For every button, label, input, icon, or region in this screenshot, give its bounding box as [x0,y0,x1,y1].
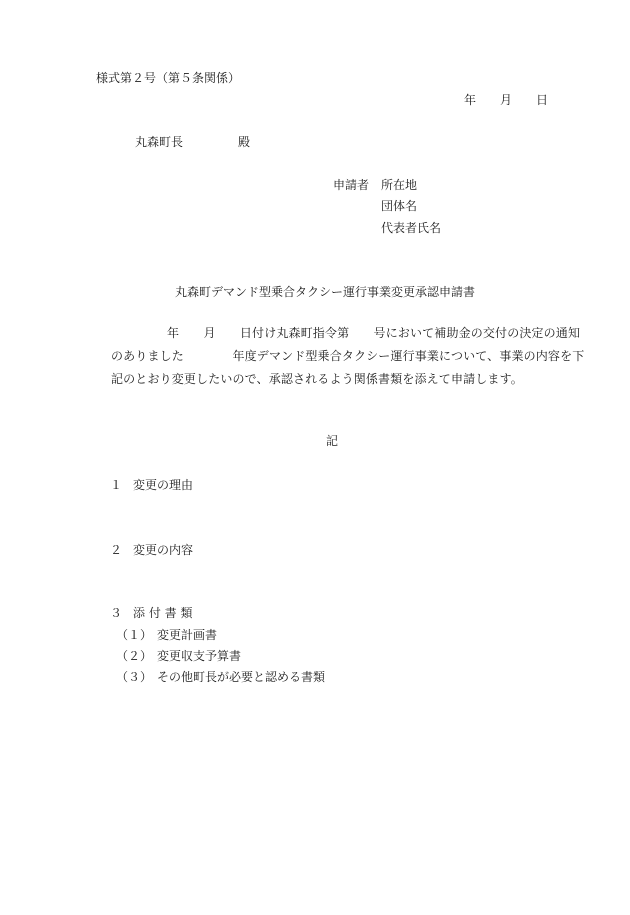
attachment-2-number: （２） [116,649,153,663]
attachment-1-number: （１） [116,628,153,642]
attachment-2-label: 変更収支予算書 [157,649,242,663]
addressee-honorific: 殿 [238,135,251,149]
applicant-address-label: 所在地 [381,178,418,192]
item-2-label: 変更の内容 [133,543,194,557]
document-title: 丸森町デマンド型乗合タクシー運行事業変更承認申請書 [175,285,476,299]
applicant-label: 申請者 [333,178,370,192]
item-3-number: ３ [110,606,123,620]
item-3-label: 添 付 書 類 [133,606,193,620]
attachment-3-label: その他町長が必要と認める書類 [157,670,326,684]
applicant-rep-label: 代表者氏名 [381,221,442,235]
date-field: 年 月 日 [464,93,549,107]
form-label: 様式第２号（第５条関係） [96,71,241,85]
attachment-1-label: 変更計画書 [157,628,218,642]
item-1-label: 変更の理由 [133,478,194,492]
item-1-number: １ [110,478,123,492]
body-line-3: 記のとおり変更したいので、承認されるよう関係書類を添えて申請します。 [111,372,523,386]
applicant-org-label: 団体名 [381,199,418,213]
item-2-number: ２ [110,543,123,557]
body-line-2: のありました 年度デマンド型乗合タクシー運行事業について、事業の内容を下 [111,349,585,363]
ki-heading: 記 [326,434,339,448]
addressee-name: 丸森町長 [135,135,184,149]
attachment-3-number: （３） [116,670,153,684]
body-line-1: 年 月 日付け丸森町指令第 号において補助金の交付の決定の通知 [167,326,581,340]
